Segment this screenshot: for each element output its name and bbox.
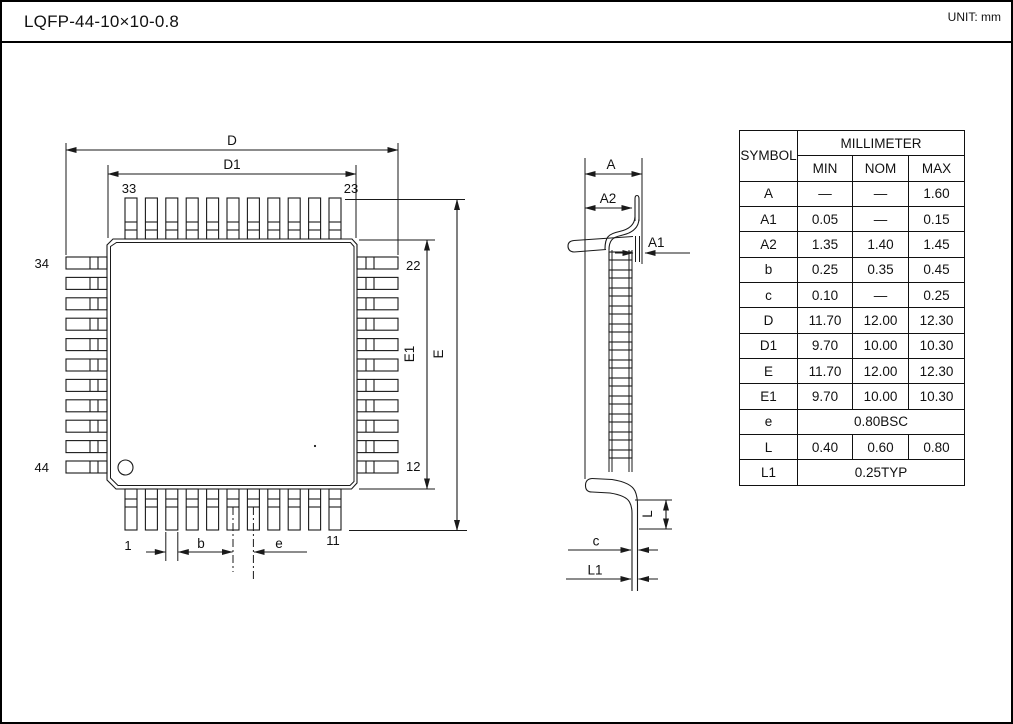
pin-label-23: 23: [343, 181, 359, 196]
pin: [66, 400, 107, 412]
left-pin-row: [66, 257, 107, 473]
symbol-cell: D1: [740, 333, 798, 358]
col-header-min: MIN: [798, 156, 853, 181]
dim-label-c: c: [592, 533, 600, 549]
top-view: [35, 133, 467, 582]
pin: [357, 257, 398, 269]
symbol-cell: b: [740, 257, 798, 282]
table-row: [740, 460, 965, 486]
col-header-max: MAX: [909, 156, 965, 181]
max-cell: 0.15: [909, 207, 965, 232]
package-title: LQFP-44-10×10-0.8: [24, 12, 180, 31]
span-value-cell: 0.25TYP: [798, 460, 965, 486]
min-cell: 11.70: [798, 359, 853, 384]
unit-note: UNIT: mm: [947, 10, 1001, 24]
col-header-unit: MILLIMETER: [798, 131, 965, 156]
max-cell: 1.60: [909, 181, 965, 206]
dim-A: [585, 157, 642, 174]
pin: [186, 198, 198, 239]
dim-label-E: E: [431, 349, 446, 359]
pin: [357, 441, 398, 453]
min-cell: —: [798, 181, 853, 206]
pin: [145, 489, 157, 530]
nom-cell: 0.60: [853, 435, 909, 460]
symbol-cell: e: [740, 409, 798, 434]
speck: [314, 445, 316, 447]
min-cell: 0.40: [798, 435, 853, 460]
table-row: [740, 308, 965, 333]
pin: [145, 198, 157, 239]
table-row: [740, 359, 965, 384]
pin: [66, 461, 107, 473]
pin-label-44: 44: [34, 460, 49, 475]
min-cell: 0.25: [798, 257, 853, 282]
pin: [309, 198, 321, 239]
dim-b: [146, 532, 218, 561]
nom-cell: —: [853, 283, 909, 308]
dim-L1: [566, 563, 658, 580]
pin: [309, 489, 321, 530]
dim-A1: [615, 235, 690, 262]
max-cell: 0.80: [909, 435, 965, 460]
table-row: [740, 181, 965, 206]
pin: [125, 198, 137, 239]
dim-label-L: L: [640, 510, 655, 518]
pin: [357, 318, 398, 330]
pin: [357, 461, 398, 473]
top-pin-row: [125, 198, 341, 239]
max-cell: 1.45: [909, 232, 965, 257]
pin-label-22: 22: [406, 258, 421, 273]
pin: [125, 489, 137, 530]
dim-A2: [585, 191, 632, 208]
nom-cell: 10.00: [853, 384, 909, 409]
max-cell: 0.25: [909, 283, 965, 308]
pin: [66, 441, 107, 453]
pin-label-33: 33: [121, 181, 137, 196]
pin: [207, 198, 219, 239]
symbol-cell: A: [740, 181, 798, 206]
nom-cell: 0.35: [853, 257, 909, 282]
dim-e: [215, 507, 307, 582]
min-cell: 1.35: [798, 232, 853, 257]
lead-stack: [609, 250, 632, 472]
dim-E: [345, 200, 467, 531]
max-cell: 12.30: [909, 308, 965, 333]
symbol-cell: L1: [740, 460, 798, 486]
pin-label-1: 1: [124, 538, 132, 553]
pin: [66, 339, 107, 351]
symbol-cell: c: [740, 283, 798, 308]
dim-label-E1: E1: [402, 345, 417, 363]
pin: [357, 298, 398, 310]
dim-c: [568, 534, 658, 551]
pin1-indicator-dot: [118, 460, 133, 475]
pin: [357, 420, 398, 432]
table-row: [740, 384, 965, 409]
package-body: [107, 239, 357, 489]
table-row: [740, 232, 965, 257]
symbol-cell: L: [740, 435, 798, 460]
pin: [288, 489, 300, 530]
nom-cell: —: [853, 181, 909, 206]
nom-cell: 12.00: [853, 308, 909, 333]
symbol-cell: E1: [740, 384, 798, 409]
pin: [166, 198, 178, 239]
max-cell: 12.30: [909, 359, 965, 384]
pin: [207, 489, 219, 530]
pin: [357, 339, 398, 351]
nom-cell: —: [853, 207, 909, 232]
dim-label-e: e: [275, 536, 283, 551]
side-view: [566, 157, 690, 591]
pin: [357, 400, 398, 412]
pin: [288, 198, 300, 239]
nom-cell: 12.00: [853, 359, 909, 384]
pin: [66, 379, 107, 391]
table-row: [740, 283, 965, 308]
table-row: [740, 257, 965, 282]
dimension-table: [739, 130, 965, 486]
pin: [66, 298, 107, 310]
pin: [357, 379, 398, 391]
table-row: [740, 207, 965, 232]
dim-L: [635, 500, 672, 529]
pin: [66, 257, 107, 269]
table-row: [740, 333, 965, 358]
symbol-cell: A2: [740, 232, 798, 257]
col-header-nom: NOM: [853, 156, 909, 181]
min-cell: 9.70: [798, 333, 853, 358]
pin: [186, 489, 198, 530]
dim-label-D1: D1: [223, 157, 241, 172]
pin: [66, 359, 107, 371]
right-pin-row: [357, 257, 398, 473]
table-row: [740, 409, 965, 434]
max-cell: 10.30: [909, 384, 965, 409]
symbol-cell: D: [740, 308, 798, 333]
pin: [66, 318, 107, 330]
min-cell: 11.70: [798, 308, 853, 333]
pin: [247, 198, 259, 239]
pin: [268, 489, 280, 530]
max-cell: 10.30: [909, 333, 965, 358]
max-cell: 0.45: [909, 257, 965, 282]
pin: [268, 198, 280, 239]
dim-label-b: b: [197, 536, 205, 551]
min-cell: 0.10: [798, 283, 853, 308]
nom-cell: 1.40: [853, 232, 909, 257]
pin-label-12: 12: [406, 459, 421, 474]
min-cell: 0.05: [798, 207, 853, 232]
min-cell: 9.70: [798, 384, 853, 409]
table-row: [740, 435, 965, 460]
pin-label-11: 11: [326, 533, 340, 548]
symbol-cell: A1: [740, 207, 798, 232]
col-header-symbol: SYMBOL: [740, 131, 798, 182]
pin: [66, 420, 107, 432]
pin: [329, 198, 341, 239]
table-header-row: [740, 131, 965, 156]
pin: [357, 359, 398, 371]
pin: [66, 277, 107, 289]
nom-cell: 10.00: [853, 333, 909, 358]
pin: [166, 489, 178, 530]
dim-label-A: A: [606, 157, 616, 172]
top-lead-bar: [568, 237, 633, 253]
dim-label-A1: A1: [648, 235, 665, 250]
dim-label-A2: A2: [599, 191, 617, 206]
pin: [329, 489, 341, 530]
pin: [357, 277, 398, 289]
pin-label-34: 34: [34, 256, 49, 271]
pin: [227, 198, 239, 239]
span-value-cell: 0.80BSC: [798, 409, 965, 434]
dim-label-D: D: [227, 133, 237, 148]
dim-label-L1: L1: [587, 562, 603, 578]
symbol-cell: E: [740, 359, 798, 384]
